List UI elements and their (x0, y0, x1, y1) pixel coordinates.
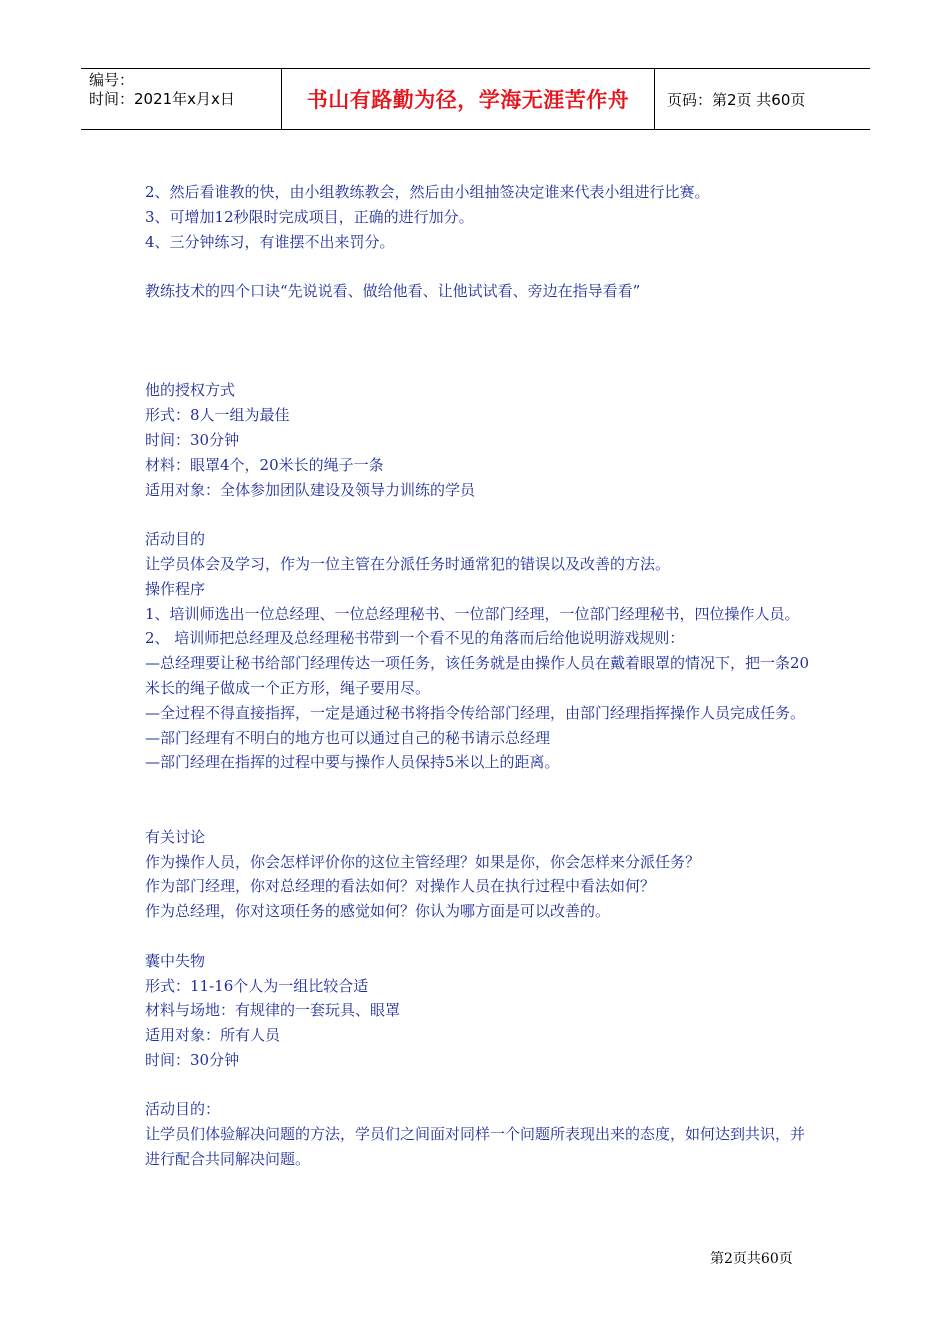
text-line: 形式：8人一组为最佳 (145, 406, 290, 425)
text-line: 形式：11-16个人为一组比较合适 (145, 976, 369, 995)
section-title: 操作程序 (145, 579, 206, 598)
text-line: 2、然后看谁教的快，由小组教练教会，然后由小组抽签决定谁来代表小组进行比赛。 (145, 183, 710, 201)
text-line: 作为部门经理，你对总经理的看法如何？对操作人员在执行过程中看法如何？ (145, 877, 656, 896)
document-body (145, 180, 815, 1172)
text-line: 材料与场地：有规律的一套玩具、眼罩 (145, 1001, 401, 1020)
page-footer (710, 1248, 793, 1268)
text-line: 适用对象：全体参加团队建设及领导力训练的学员 (145, 480, 476, 499)
text-line: 4、三分钟练习，有谁摆不出来罚分。 (145, 232, 395, 251)
text-line: —全过程不得直接指挥，一定是通过秘书将指令传给部门经理，由部门经理指挥操作人员完成任务。 (145, 703, 806, 722)
section-title: 他的授权方式 (145, 381, 236, 400)
text-line: 材料：眼罩4个，20米长的绳子一条 (145, 455, 384, 474)
section-title: 有关讨论 (145, 827, 206, 846)
motto-text: 书山有路勤为径，学海无涯苦作舟 (306, 88, 630, 112)
footer-page-number: 第2页共60页 (710, 1251, 793, 1267)
header-left-cell (81, 69, 282, 129)
text-line: 时间：30分钟 (145, 430, 240, 449)
page-number-label: 页码：第2页 共60页 (667, 90, 806, 109)
number-label: 编号： (89, 71, 135, 89)
text-line: —部门经理在指挥的过程中要与操作人员保持5米以上的距离。 (145, 753, 560, 772)
text-line: 作为总经理，你对这项任务的感觉如何？你认为哪方面是可以改善的。 (145, 902, 611, 921)
text-line: 让学员们体验解决问题的方法，学员们之间面对同样一个问题所表现出来的态度，如何达到共识，并进行配合共同解决问题。 (145, 1125, 806, 1169)
text-line: 适用对象：所有人员 (145, 1026, 281, 1045)
time-label: 时间：2021年x月x日 (89, 90, 235, 108)
text-line: 3、可增加12秒限时完成项目，正确的进行加分。 (145, 207, 474, 226)
page-header (81, 68, 870, 130)
header-motto-cell (282, 69, 655, 129)
text-line: 让学员体会及学习，作为一位主管在分派任务时通常犯的错误以及改善的方法。 (145, 554, 671, 573)
text-line: 1、培训师选出一位总经理、一位总经理秘书、一位部门经理，一位部门经理秘书，四位操作人员。 (145, 604, 800, 623)
section-title: 囊中失物 (145, 951, 206, 970)
text-line: 作为操作人员，你会怎样评价你的这位主管经理？如果是你，你会怎样来分派任务？ (145, 852, 701, 871)
text-line: —部门经理有不明白的地方也可以通过自己的秘书请示总经理 (145, 728, 551, 747)
text-line: 时间：30分钟 (145, 1050, 240, 1069)
header-page-cell (655, 69, 870, 129)
text-line: 教练技术的四个口诀“先说说看、做给他看、让他试试看、旁边在指导看看” (145, 282, 641, 301)
section-title: 活动目的： (145, 1100, 221, 1119)
text-line: 2、 培训师把总经理及总经理秘书带到一个看不见的角落而后给他说明游戏规则： (145, 629, 685, 648)
section-title: 活动目的 (145, 530, 206, 549)
text-line: —总经理要让秘书给部门经理传达一项任务，该任务就是由操作人员在戴着眼罩的情况下，把一条20米长的绳子做成一个正方形，绳子要用尽。 (145, 654, 810, 697)
